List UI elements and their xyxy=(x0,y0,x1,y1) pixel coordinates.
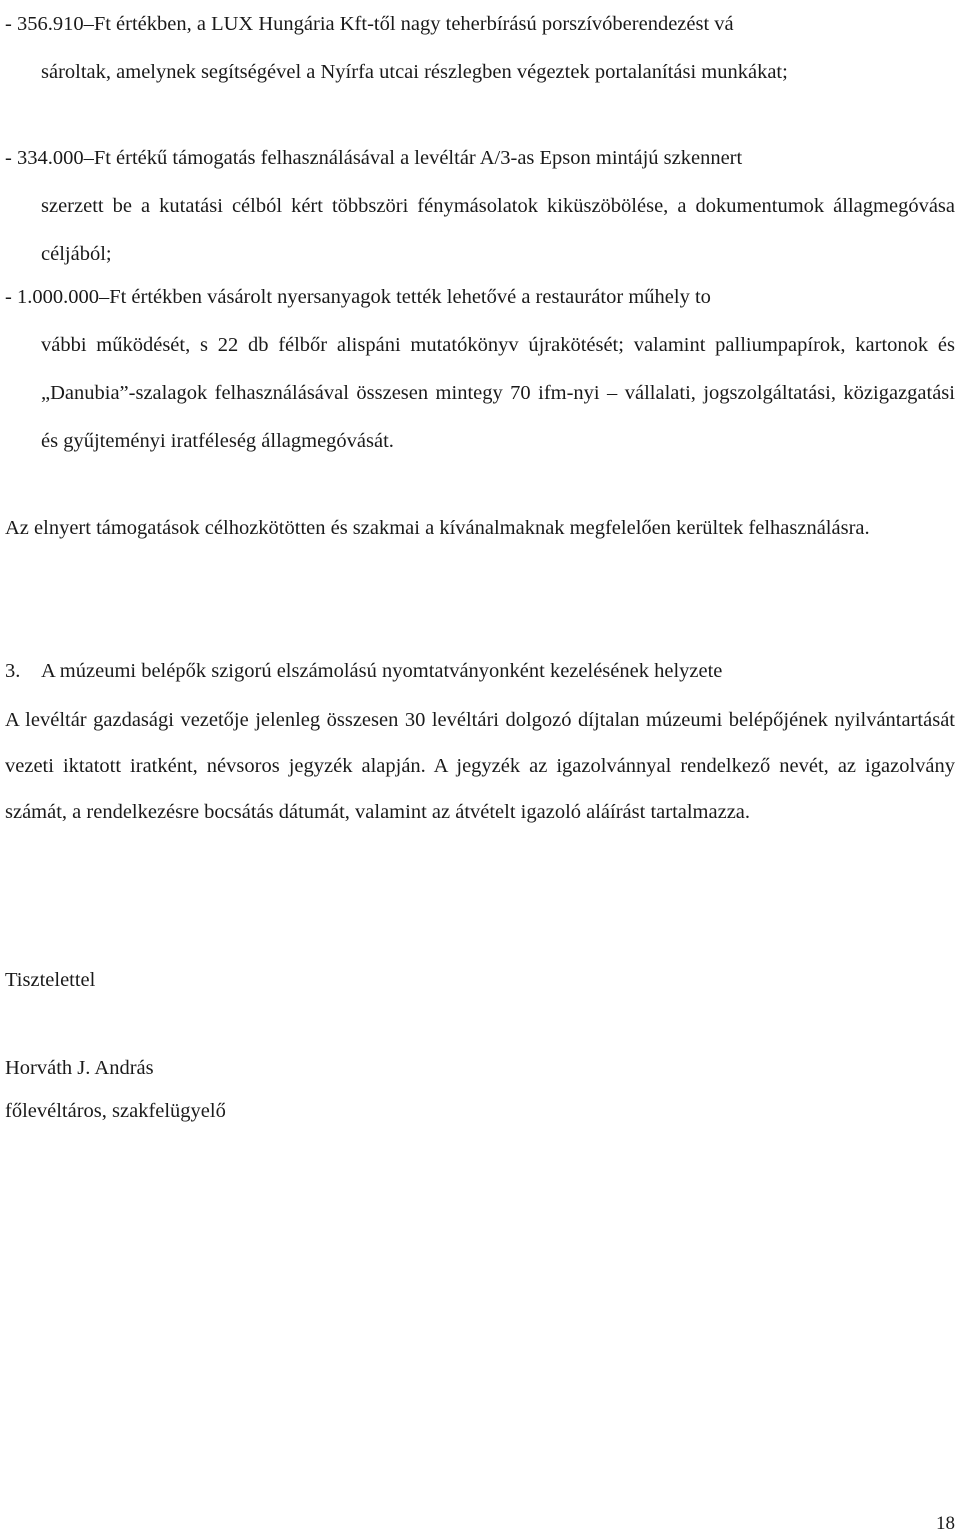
section-paragraph: A levéltár gazdasági vezetője jelenleg összesen 30 levéltári dolgozó díjtalan múzeumi belépőjének nyilvántartását vezeti iktatott iratként, névsoros jegyzék alapján. A jegyzék az igazolvánnyal rendelkező nevét, az igazolvány számát, a rendelkezésre bocsátás dátumát, valamint az átvételt igazoló aláírást tartalmazza. xyxy=(5,709,955,823)
funding-item-vacuum xyxy=(5,0,955,96)
funding-item-text: sároltak, amelynek segítségével a Nyírfa utcai részlegben végeztek portalanítási munkákat; xyxy=(41,61,788,83)
page-number: 18 xyxy=(936,1513,955,1534)
section-title: A múzeumi belépők szigorú elszámolású nyomtatványonként kezelésének helyzete xyxy=(41,660,723,682)
funding-item-text: vábbi működését, s 22 db félbőr alispáni mutatókönyv újrakötését; valamint palliumpapírok, kartonok és „Danubia”-szalagok felhasználásával összesen mintegy 70 ifm-nyi – vállalati, jogszolgáltatási, közigazgatási és gyűjteményi iratféleség állagmegóvását. xyxy=(41,334,955,452)
section-number: 3. xyxy=(5,660,21,682)
signatory-name: Horváth J. András xyxy=(5,1057,154,1079)
funding-item-scanner xyxy=(5,134,955,278)
funding-item-lead: - 1.000.000–Ft értékben vásárolt nyersanyagok tették lehetővé a restaurátor műhely to xyxy=(5,286,711,308)
funding-item-lead: - 356.910–Ft értékben, a LUX Hungária Kft-től nagy teherbírású porszívóberendezést vá xyxy=(5,13,734,35)
summary-paragraph: Az elnyert támogatások célhozkötötten és szakmai a kívánalmaknak megfelelően kerültek felhasználásra. xyxy=(5,517,870,539)
funding-item-restoration xyxy=(5,273,955,465)
closing-salutation: Tisztelettel xyxy=(5,969,96,991)
funding-item-text: szerzett be a kutatási célból kért többszöri fénymásolatok kiküszöbölése, a dokumentumok állagmegóvása céljából; xyxy=(41,195,955,265)
section-heading xyxy=(5,651,955,691)
signatory-title: főlevéltáros, szakfelügyelő xyxy=(5,1100,226,1122)
funding-item-lead: - 334.000–Ft értékű támogatás felhasználásával a levéltár A/3-as Epson mintájú szkennert xyxy=(5,147,743,169)
